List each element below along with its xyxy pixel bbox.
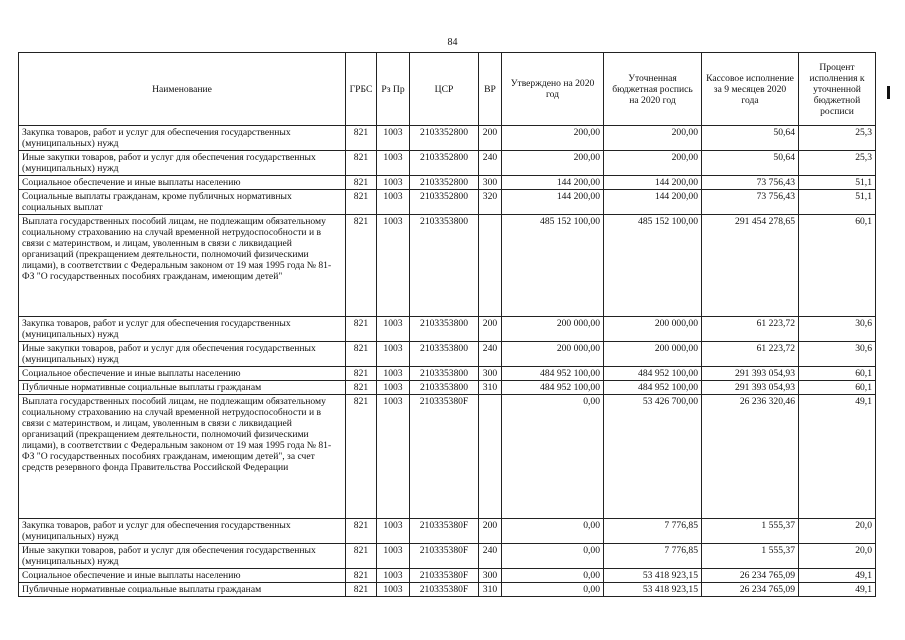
cell-grbs: 821 xyxy=(346,395,377,519)
cell-csr: 210335380F xyxy=(410,395,479,519)
cell-rzpr: 1003 xyxy=(377,190,410,215)
table-row xyxy=(19,151,876,176)
cell-vr xyxy=(479,215,502,317)
cell-approved: 144 200,00 xyxy=(502,176,604,190)
cell-grbs: 821 xyxy=(346,583,377,597)
cell-csr: 2103353800 xyxy=(410,215,479,317)
cell-rzpr: 1003 xyxy=(377,126,410,151)
cell-grbs: 821 xyxy=(346,176,377,190)
cell-grbs: 821 xyxy=(346,317,377,342)
cell-csr: 2103353800 xyxy=(410,381,479,395)
cell-name: Социальное обеспечение и иные выплаты населению xyxy=(19,176,346,190)
cell-approved: 200 000,00 xyxy=(502,342,604,367)
header-approved: Утверждено на 2020 год xyxy=(502,53,604,126)
table-row xyxy=(19,317,876,342)
cell-approved: 0,00 xyxy=(502,583,604,597)
cell-cash: 26 236 320,46 xyxy=(702,395,799,519)
cell-rzpr: 1003 xyxy=(377,544,410,569)
cell-vr: 320 xyxy=(479,190,502,215)
header-cash: Кассовое исполнение за 9 месяцев 2020 года xyxy=(702,53,799,126)
cell-percent: 49,1 xyxy=(799,569,876,583)
cell-vr: 310 xyxy=(479,583,502,597)
cell-rzpr: 1003 xyxy=(377,176,410,190)
table-body xyxy=(19,126,876,597)
cell-refined: 7 776,85 xyxy=(604,544,702,569)
cell-csr: 2103352800 xyxy=(410,176,479,190)
cell-percent: 30,6 xyxy=(799,317,876,342)
cell-grbs: 821 xyxy=(346,569,377,583)
cell-csr: 2103352800 xyxy=(410,126,479,151)
budget-table xyxy=(18,52,876,597)
cell-percent: 49,1 xyxy=(799,395,876,519)
cell-vr: 200 xyxy=(479,317,502,342)
cell-percent: 60,1 xyxy=(799,215,876,317)
cell-approved: 484 952 100,00 xyxy=(502,367,604,381)
cell-csr: 210335380F xyxy=(410,544,479,569)
cell-percent: 20,0 xyxy=(799,519,876,544)
cell-rzpr: 1003 xyxy=(377,395,410,519)
cell-refined: 53 418 923,15 xyxy=(604,569,702,583)
cell-csr: 210335380F xyxy=(410,569,479,583)
cell-approved: 0,00 xyxy=(502,569,604,583)
header-name: Наименование xyxy=(19,53,346,126)
table-row xyxy=(19,176,876,190)
cell-cash: 50,64 xyxy=(702,151,799,176)
cell-name: Иные закупки товаров, работ и услуг для обеспечения государственных (муниципальных) нужд xyxy=(19,544,346,569)
header-rzpr: Рз Пр xyxy=(377,53,410,126)
cell-refined: 484 952 100,00 xyxy=(604,367,702,381)
header-vr: ВР xyxy=(479,53,502,126)
cell-approved: 200,00 xyxy=(502,151,604,176)
cell-approved: 144 200,00 xyxy=(502,190,604,215)
cell-csr: 2103353800 xyxy=(410,367,479,381)
cell-refined: 53 418 923,15 xyxy=(604,583,702,597)
cell-cash: 1 555,37 xyxy=(702,519,799,544)
table-header-row xyxy=(19,53,876,126)
table-row xyxy=(19,215,876,317)
cell-approved: 0,00 xyxy=(502,395,604,519)
cell-refined: 144 200,00 xyxy=(604,176,702,190)
cell-name: Закупка товаров, работ и услуг для обеспечения государственных (муниципальных) нужд xyxy=(19,126,346,151)
cell-vr: 200 xyxy=(479,126,502,151)
cell-name: Выплата государственных пособий лицам, не подлежащим обязательному социальному страхованию на случай временной нетрудоспособности и в связи с материнством, и лицам, уволенным в связи с ликвидацией организаций (прекращением деятельности, полномочий физическими лицами), в соответствии с Федеральным законом от 19 мая 1995 года № 81-ФЗ "О государственных пособиях гражданам, имеющим детей", за счет средств резервного фонда Правительства Российской Федерации xyxy=(19,395,346,519)
cell-name: Иные закупки товаров, работ и услуг для обеспечения государственных (муниципальных) нужд xyxy=(19,151,346,176)
cell-rzpr: 1003 xyxy=(377,519,410,544)
cell-rzpr: 1003 xyxy=(377,215,410,317)
cell-vr: 300 xyxy=(479,176,502,190)
cell-vr xyxy=(479,395,502,519)
table-row xyxy=(19,126,876,151)
page-number: 84 xyxy=(447,37,458,48)
scan-mark xyxy=(887,86,890,99)
cell-percent: 60,1 xyxy=(799,367,876,381)
cell-name: Публичные нормативные социальные выплаты гражданам xyxy=(19,381,346,395)
cell-name: Закупка товаров, работ и услуг для обеспечения государственных (муниципальных) нужд xyxy=(19,519,346,544)
cell-refined: 7 776,85 xyxy=(604,519,702,544)
cell-refined: 200 000,00 xyxy=(604,342,702,367)
cell-rzpr: 1003 xyxy=(377,151,410,176)
cell-cash: 1 555,37 xyxy=(702,544,799,569)
cell-approved: 484 952 100,00 xyxy=(502,381,604,395)
cell-approved: 0,00 xyxy=(502,519,604,544)
cell-cash: 26 234 765,09 xyxy=(702,569,799,583)
cell-grbs: 821 xyxy=(346,544,377,569)
cell-percent: 30,6 xyxy=(799,342,876,367)
cell-name: Выплата государственных пособий лицам, не подлежащим обязательному социальному страхованию на случай временной нетрудоспособности и в связи с материнством, и лицам, уволенным в связи с ликвидацией организаций (прекращением деятельности, полномочий физическими лицами), в соответствии с Федеральным законом от 19 мая 1995 года № 81-ФЗ "О государственных пособиях гражданам, имеющим детей" xyxy=(19,215,346,317)
cell-refined: 200,00 xyxy=(604,151,702,176)
cell-vr: 200 xyxy=(479,519,502,544)
cell-cash: 291 454 278,65 xyxy=(702,215,799,317)
cell-approved: 485 152 100,00 xyxy=(502,215,604,317)
table-row xyxy=(19,190,876,215)
cell-refined: 484 952 100,00 xyxy=(604,381,702,395)
cell-cash: 73 756,43 xyxy=(702,176,799,190)
header-percent: Процент исполнения к уточненной бюджетной росписи xyxy=(799,53,876,126)
cell-rzpr: 1003 xyxy=(377,569,410,583)
cell-percent: 51,1 xyxy=(799,176,876,190)
cell-percent: 60,1 xyxy=(799,381,876,395)
cell-name: Социальное обеспечение и иные выплаты населению xyxy=(19,367,346,381)
cell-vr: 240 xyxy=(479,544,502,569)
cell-csr: 2103353800 xyxy=(410,342,479,367)
cell-grbs: 821 xyxy=(346,126,377,151)
cell-vr: 300 xyxy=(479,367,502,381)
cell-rzpr: 1003 xyxy=(377,583,410,597)
cell-vr: 300 xyxy=(479,569,502,583)
table-row xyxy=(19,569,876,583)
cell-csr: 210335380F xyxy=(410,583,479,597)
cell-grbs: 821 xyxy=(346,342,377,367)
table-row xyxy=(19,367,876,381)
cell-name: Публичные нормативные социальные выплаты гражданам xyxy=(19,583,346,597)
table-row xyxy=(19,583,876,597)
cell-refined: 53 426 700,00 xyxy=(604,395,702,519)
header-refined: Уточненная бюджетная роспись на 2020 год xyxy=(604,53,702,126)
cell-percent: 49,1 xyxy=(799,583,876,597)
header-csr: ЦСР xyxy=(410,53,479,126)
cell-approved: 200 000,00 xyxy=(502,317,604,342)
cell-cash: 291 393 054,93 xyxy=(702,367,799,381)
cell-percent: 25,3 xyxy=(799,151,876,176)
cell-csr: 210335380F xyxy=(410,519,479,544)
cell-grbs: 821 xyxy=(346,381,377,395)
cell-vr: 240 xyxy=(479,151,502,176)
cell-approved: 0,00 xyxy=(502,544,604,569)
cell-name: Социальные выплаты гражданам, кроме публичных нормативных социальных выплат xyxy=(19,190,346,215)
cell-rzpr: 1003 xyxy=(377,317,410,342)
cell-cash: 26 234 765,09 xyxy=(702,583,799,597)
cell-cash: 61 223,72 xyxy=(702,342,799,367)
cell-name: Закупка товаров, работ и услуг для обеспечения государственных (муниципальных) нужд xyxy=(19,317,346,342)
cell-refined: 200 000,00 xyxy=(604,317,702,342)
table-row xyxy=(19,381,876,395)
cell-cash: 73 756,43 xyxy=(702,190,799,215)
table-row xyxy=(19,342,876,367)
cell-cash: 291 393 054,93 xyxy=(702,381,799,395)
cell-refined: 144 200,00 xyxy=(604,190,702,215)
cell-grbs: 821 xyxy=(346,519,377,544)
cell-percent: 20,0 xyxy=(799,544,876,569)
cell-grbs: 821 xyxy=(346,367,377,381)
cell-vr: 240 xyxy=(479,342,502,367)
cell-grbs: 821 xyxy=(346,190,377,215)
cell-name: Социальное обеспечение и иные выплаты населению xyxy=(19,569,346,583)
cell-rzpr: 1003 xyxy=(377,342,410,367)
header-grbs: ГРБС xyxy=(346,53,377,126)
cell-percent: 51,1 xyxy=(799,190,876,215)
cell-vr: 310 xyxy=(479,381,502,395)
table-row xyxy=(19,519,876,544)
cell-refined: 200,00 xyxy=(604,126,702,151)
cell-csr: 2103352800 xyxy=(410,190,479,215)
cell-grbs: 821 xyxy=(346,151,377,176)
cell-approved: 200,00 xyxy=(502,126,604,151)
table-row xyxy=(19,395,876,519)
cell-cash: 61 223,72 xyxy=(702,317,799,342)
cell-percent: 25,3 xyxy=(799,126,876,151)
cell-grbs: 821 xyxy=(346,215,377,317)
table-row xyxy=(19,544,876,569)
cell-refined: 485 152 100,00 xyxy=(604,215,702,317)
cell-cash: 50,64 xyxy=(702,126,799,151)
cell-name: Иные закупки товаров, работ и услуг для обеспечения государственных (муниципальных) нужд xyxy=(19,342,346,367)
cell-rzpr: 1003 xyxy=(377,381,410,395)
cell-rzpr: 1003 xyxy=(377,367,410,381)
cell-csr: 2103352800 xyxy=(410,151,479,176)
cell-csr: 2103353800 xyxy=(410,317,479,342)
